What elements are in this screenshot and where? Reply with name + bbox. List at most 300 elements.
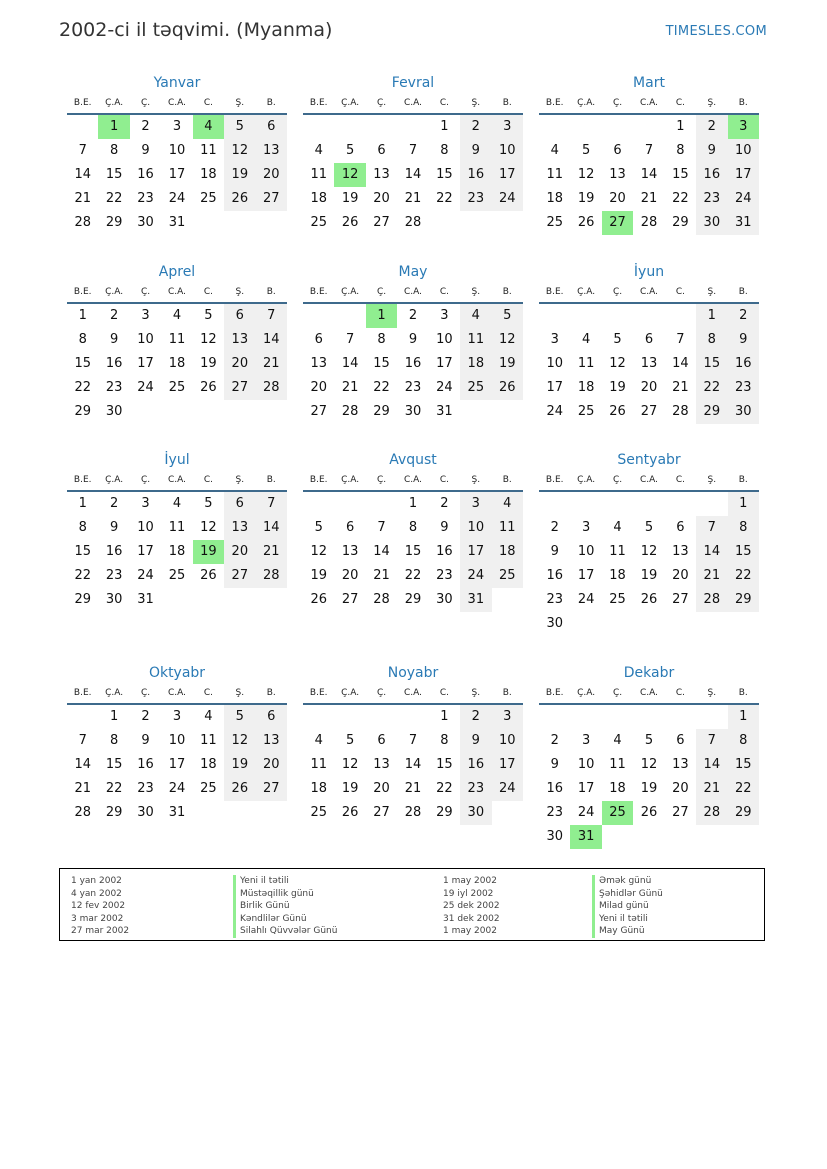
day-cell: 24 <box>168 781 186 796</box>
day-cell: 22 <box>74 568 91 583</box>
empty-cell <box>429 211 460 235</box>
day-cell: 11 <box>460 328 491 352</box>
week-row <box>539 516 759 540</box>
day-cell: 3 <box>460 492 491 516</box>
week-row <box>303 400 523 424</box>
day-cell: 10 <box>436 332 453 347</box>
brand-logo-text[interactable]: TIMESLES.COM <box>665 24 767 39</box>
weekday-header <box>303 282 523 304</box>
day-cell: 20 <box>373 191 390 206</box>
week-row <box>539 801 759 825</box>
day-cell: 30 <box>546 616 563 631</box>
day-cell: 13 <box>373 167 390 182</box>
day-cell: 23 <box>137 781 154 796</box>
weekday-label: Ç. <box>140 475 151 485</box>
day-cell: 9 <box>109 520 119 535</box>
day-cell: 9 <box>550 757 559 772</box>
day-cell: 13 <box>373 757 390 772</box>
week-row <box>539 139 759 163</box>
week-row <box>539 729 759 753</box>
empty-cell <box>67 705 98 729</box>
day-cell: 2 <box>109 496 119 511</box>
weekday-label: C.A. <box>639 475 658 485</box>
week-row <box>303 163 523 187</box>
week-row <box>67 753 287 777</box>
day-cell: 19 <box>640 568 658 583</box>
week-row <box>303 328 523 352</box>
empty-cell <box>539 492 570 516</box>
weekday-label: C. <box>203 688 213 698</box>
day-cell: 25 <box>602 801 633 825</box>
weekday-label: B.E. <box>309 98 328 108</box>
empty-cell <box>602 612 633 636</box>
day-cell: 5 <box>644 520 654 535</box>
week-row <box>303 753 523 777</box>
day-cell: 1 <box>366 304 397 328</box>
day-cell: 29 <box>728 801 759 825</box>
day-cell: 7 <box>78 143 87 158</box>
day-cell: 24 <box>168 191 186 206</box>
day-cell: 6 <box>256 705 287 729</box>
legend-date: 3 mar 2002 <box>71 913 124 924</box>
weekday-label: C. <box>203 98 213 108</box>
day-cell: 24 <box>728 187 759 211</box>
day-cell: 19 <box>609 380 626 395</box>
day-cell: 3 <box>550 332 559 347</box>
day-cell: 9 <box>460 729 491 753</box>
month-5 <box>303 262 523 424</box>
day-cell: 25 <box>577 404 595 419</box>
empty-cell <box>67 115 98 139</box>
day-cell: 1 <box>109 709 119 724</box>
day-cell: 17 <box>137 356 154 371</box>
day-cell: 2 <box>550 733 559 748</box>
month-name: Avqust <box>389 452 437 468</box>
day-cell: 16 <box>460 163 491 187</box>
day-cell: 8 <box>440 143 449 158</box>
weekday-label: C.A. <box>403 98 422 108</box>
week-row <box>67 187 287 211</box>
week-row <box>67 777 287 801</box>
day-cell: 12 <box>609 356 626 371</box>
day-cell: 19 <box>341 191 359 206</box>
weekday-label: Ç. <box>612 475 623 485</box>
month-7 <box>67 450 287 612</box>
weekday-label: B. <box>738 98 748 108</box>
month-name: Yanvar <box>153 75 201 91</box>
day-cell: 2 <box>141 709 150 724</box>
day-cell: 11 <box>546 167 563 182</box>
day-cell: 11 <box>310 167 327 182</box>
day-cell: 15 <box>105 757 123 772</box>
weekday-label: C.A. <box>639 287 658 297</box>
empty-cell <box>602 115 633 139</box>
day-cell: 24 <box>492 187 523 211</box>
empty-cell <box>665 825 696 849</box>
day-cell: 10 <box>137 520 154 535</box>
day-cell: 10 <box>168 733 186 748</box>
day-cell: 2 <box>408 308 418 323</box>
day-cell: 23 <box>404 380 422 395</box>
day-cell: 14 <box>640 167 658 182</box>
day-cell: 10 <box>137 332 154 347</box>
day-cell: 25 <box>168 568 186 583</box>
day-cell: 22 <box>436 191 453 206</box>
weekday-label: C. <box>675 287 685 297</box>
day-cell: 10 <box>492 139 523 163</box>
day-cell: 23 <box>105 380 123 395</box>
weekday-label: B. <box>266 287 276 297</box>
day-cell: 26 <box>609 404 626 419</box>
day-cell: 30 <box>137 215 154 230</box>
day-cell: 27 <box>256 187 287 211</box>
weekday-label: Ç.A. <box>105 688 124 698</box>
month-name: İyul <box>164 452 190 468</box>
day-cell: 24 <box>460 564 491 588</box>
day-cell: 22 <box>105 191 123 206</box>
legend-holiday-name: Yeni il tətili <box>592 913 663 926</box>
empty-cell <box>539 705 570 729</box>
day-cell: 1 <box>78 496 87 511</box>
weekday-header <box>539 282 759 304</box>
day-cell: 11 <box>168 520 186 535</box>
day-cell: 22 <box>728 777 759 801</box>
weekday-label: B.E. <box>545 287 564 297</box>
week-row <box>539 115 759 139</box>
empty-cell <box>460 400 491 424</box>
weekday-label: B.E. <box>73 475 92 485</box>
day-cell: 27 <box>602 211 633 235</box>
weekday-label: C. <box>439 287 449 297</box>
day-cell: 2 <box>460 705 491 729</box>
month-name: Dekabr <box>623 665 675 681</box>
day-cell: 23 <box>105 568 123 583</box>
day-cell: 5 <box>224 115 255 139</box>
week-row <box>303 516 523 540</box>
week-row <box>303 705 523 729</box>
empty-cell <box>193 588 224 612</box>
weekday-label: B.E. <box>73 287 92 297</box>
empty-cell <box>303 492 334 516</box>
week-row <box>67 115 287 139</box>
weekday-header <box>67 282 287 304</box>
day-cell: 5 <box>345 733 355 748</box>
empty-cell <box>224 211 255 235</box>
day-cell: 16 <box>546 568 563 583</box>
day-cell: 30 <box>436 592 453 607</box>
day-cell: 17 <box>577 568 595 583</box>
day-cell: 7 <box>644 143 654 158</box>
day-cell: 14 <box>404 167 422 182</box>
weekday-label: C. <box>203 475 213 485</box>
empty-cell <box>460 211 491 235</box>
weekday-label: Ç.A. <box>105 287 124 297</box>
day-cell: 25 <box>546 215 563 230</box>
day-cell: 12 <box>341 757 359 772</box>
week-row <box>67 163 287 187</box>
month-9 <box>539 450 759 636</box>
legend-date: 1 yan 2002 <box>71 876 122 886</box>
day-cell: 21 <box>696 777 727 801</box>
weekday-label: B. <box>266 688 276 698</box>
empty-cell <box>665 612 696 636</box>
day-cell: 10 <box>460 516 491 540</box>
day-cell: 17 <box>492 753 523 777</box>
day-cell: 28 <box>404 805 422 820</box>
day-cell: 1 <box>78 308 87 323</box>
day-cell: 7 <box>78 733 87 748</box>
day-cell: 21 <box>341 380 359 395</box>
day-cell: 26 <box>310 592 327 607</box>
day-cell: 9 <box>460 139 491 163</box>
day-cell: 7 <box>696 729 727 753</box>
day-cell: 14 <box>404 757 422 772</box>
week-row <box>539 211 759 235</box>
empty-cell <box>539 304 570 328</box>
weekday-label: B. <box>266 475 276 485</box>
day-cell: 16 <box>105 544 123 559</box>
day-cell: 16 <box>105 356 123 371</box>
empty-cell <box>633 705 664 729</box>
week-row <box>303 352 523 376</box>
day-cell: 12 <box>310 544 327 559</box>
weekday-label: B.E. <box>309 688 328 698</box>
month-4 <box>67 262 287 424</box>
day-cell: 18 <box>310 781 327 796</box>
day-cell: 9 <box>440 520 449 535</box>
week-row <box>303 492 523 516</box>
day-cell: 6 <box>676 520 685 535</box>
day-cell: 14 <box>373 544 390 559</box>
day-cell: 20 <box>224 540 255 564</box>
week-row <box>303 211 523 235</box>
day-cell: 25 <box>492 564 523 588</box>
day-cell: 20 <box>256 163 287 187</box>
empty-cell <box>633 492 664 516</box>
weekday-label: B. <box>738 475 748 485</box>
day-cell: 25 <box>310 215 327 230</box>
week-row <box>303 564 523 588</box>
weekday-label: Ç. <box>376 287 387 297</box>
day-cell: 8 <box>377 332 386 347</box>
day-cell: 11 <box>310 757 327 772</box>
day-cell: 22 <box>696 376 727 400</box>
day-cell: 26 <box>224 187 255 211</box>
day-cell: 23 <box>436 568 453 583</box>
empty-cell <box>570 612 601 636</box>
empty-cell <box>602 705 633 729</box>
day-cell: 28 <box>640 215 658 230</box>
weekday-header <box>303 93 523 115</box>
day-cell: 21 <box>256 540 287 564</box>
weekday-label: B.E. <box>545 475 564 485</box>
empty-cell <box>256 211 287 235</box>
empty-cell <box>366 492 397 516</box>
day-cell: 30 <box>404 404 422 419</box>
day-cell: 29 <box>74 404 91 419</box>
day-cell: 21 <box>404 191 422 206</box>
day-cell: 15 <box>672 167 689 182</box>
weekday-label: Ç.A. <box>577 688 596 698</box>
day-cell: 12 <box>224 139 255 163</box>
month-name: Mart <box>633 75 665 91</box>
empty-cell <box>303 705 334 729</box>
day-cell: 20 <box>256 753 287 777</box>
day-cell: 18 <box>200 167 217 182</box>
legend-holiday-name: Milad günü <box>592 900 663 913</box>
weekday-label: Ç. <box>140 98 151 108</box>
day-cell: 15 <box>373 356 390 371</box>
empty-cell <box>130 400 161 424</box>
weekday-label: C.A. <box>167 688 186 698</box>
day-cell: 7 <box>696 516 727 540</box>
month-1 <box>67 73 287 235</box>
weekday-header <box>303 470 523 492</box>
week-row <box>303 777 523 801</box>
day-cell: 8 <box>728 729 759 753</box>
day-cell: 17 <box>492 163 523 187</box>
weekday-label: Ş. <box>471 688 481 698</box>
month-name: Fevral <box>391 75 435 91</box>
day-cell: 17 <box>168 757 186 772</box>
day-cell: 24 <box>577 592 595 607</box>
day-cell: 5 <box>581 143 591 158</box>
day-cell: 11 <box>200 143 217 158</box>
day-cell: 9 <box>728 328 759 352</box>
day-cell: 18 <box>168 356 186 371</box>
day-cell: 28 <box>373 592 390 607</box>
day-cell: 20 <box>373 781 390 796</box>
day-cell: 21 <box>640 191 658 206</box>
day-cell: 18 <box>310 191 327 206</box>
legend-holiday-name: Şəhidlər Günü <box>592 888 663 901</box>
week-row <box>67 540 287 564</box>
day-cell: 12 <box>200 520 217 535</box>
day-cell: 18 <box>168 544 186 559</box>
day-cell: 27 <box>672 805 689 820</box>
day-cell: 13 <box>672 544 689 559</box>
day-cell: 6 <box>314 332 323 347</box>
weekday-header <box>67 683 287 705</box>
day-cell: 5 <box>345 143 355 158</box>
week-row <box>67 211 287 235</box>
day-cell: 28 <box>404 215 422 230</box>
day-cell: 4 <box>204 709 213 724</box>
day-cell: 15 <box>105 167 123 182</box>
weekday-label: Ç. <box>140 688 151 698</box>
day-cell: 4 <box>314 143 323 158</box>
weekday-label: C.A. <box>403 287 422 297</box>
month-name: Noyabr <box>387 665 439 681</box>
legend-holiday-name: May Günü <box>592 925 663 938</box>
day-cell: 16 <box>728 352 759 376</box>
day-cell: 18 <box>200 757 217 772</box>
day-cell: 2 <box>696 115 727 139</box>
day-cell: 1 <box>408 496 418 511</box>
legend-right-names <box>592 875 663 938</box>
day-cell: 3 <box>440 308 449 323</box>
weekday-label: B. <box>738 287 748 297</box>
day-cell: 25 <box>200 781 217 796</box>
day-cell: 18 <box>460 352 491 376</box>
day-cell: 12 <box>334 163 365 187</box>
day-cell: 30 <box>105 592 123 607</box>
day-cell: 6 <box>345 520 355 535</box>
day-cell: 18 <box>577 380 595 395</box>
day-cell: 30 <box>546 829 563 844</box>
day-cell: 2 <box>550 520 559 535</box>
empty-cell <box>224 400 255 424</box>
weekday-label: Ç.A. <box>341 475 360 485</box>
day-cell: 8 <box>408 520 418 535</box>
week-row <box>539 564 759 588</box>
day-cell: 20 <box>224 352 255 376</box>
day-cell: 21 <box>74 191 91 206</box>
week-row <box>303 187 523 211</box>
week-row <box>303 801 523 825</box>
week-row <box>539 163 759 187</box>
month-name: Aprel <box>158 264 196 280</box>
day-cell: 11 <box>609 544 626 559</box>
weekday-label: C.A. <box>639 98 658 108</box>
day-cell: 29 <box>373 404 390 419</box>
day-cell: 16 <box>546 781 563 796</box>
day-cell: 27 <box>256 777 287 801</box>
weekday-label: Ş. <box>471 475 481 485</box>
week-row <box>539 825 759 849</box>
day-cell: 9 <box>109 332 119 347</box>
weekday-label: Ç. <box>140 287 151 297</box>
week-row <box>67 304 287 328</box>
day-cell: 14 <box>74 757 91 772</box>
week-row <box>303 115 523 139</box>
day-cell: 12 <box>224 729 255 753</box>
day-cell: 31 <box>436 404 453 419</box>
empty-cell <box>161 400 192 424</box>
day-cell: 21 <box>373 568 390 583</box>
day-cell: 4 <box>613 733 622 748</box>
empty-cell <box>633 612 664 636</box>
legend-date: 31 dek 2002 <box>443 913 500 924</box>
day-cell: 29 <box>74 592 91 607</box>
month-name: İyun <box>633 264 665 280</box>
day-cell: 28 <box>256 376 287 400</box>
weekday-header <box>67 93 287 115</box>
day-cell: 28 <box>74 805 91 820</box>
empty-cell <box>696 492 727 516</box>
day-cell: 23 <box>137 191 154 206</box>
week-row <box>67 328 287 352</box>
empty-cell <box>570 492 601 516</box>
empty-cell <box>224 801 255 825</box>
day-cell: 21 <box>672 380 689 395</box>
day-cell: 2 <box>141 119 150 134</box>
day-cell: 8 <box>696 328 727 352</box>
day-cell: 30 <box>696 211 727 235</box>
day-cell: 19 <box>193 540 224 564</box>
empty-cell <box>492 801 523 825</box>
day-cell: 14 <box>696 753 727 777</box>
day-cell: 14 <box>256 516 287 540</box>
day-cell: 27 <box>373 215 390 230</box>
weekday-label: B. <box>502 287 512 297</box>
day-cell: 4 <box>460 304 491 328</box>
weekday-label: Ş. <box>707 688 717 698</box>
month-10 <box>67 663 287 825</box>
week-row <box>303 540 523 564</box>
day-cell: 21 <box>74 781 91 796</box>
day-cell: 23 <box>546 592 563 607</box>
